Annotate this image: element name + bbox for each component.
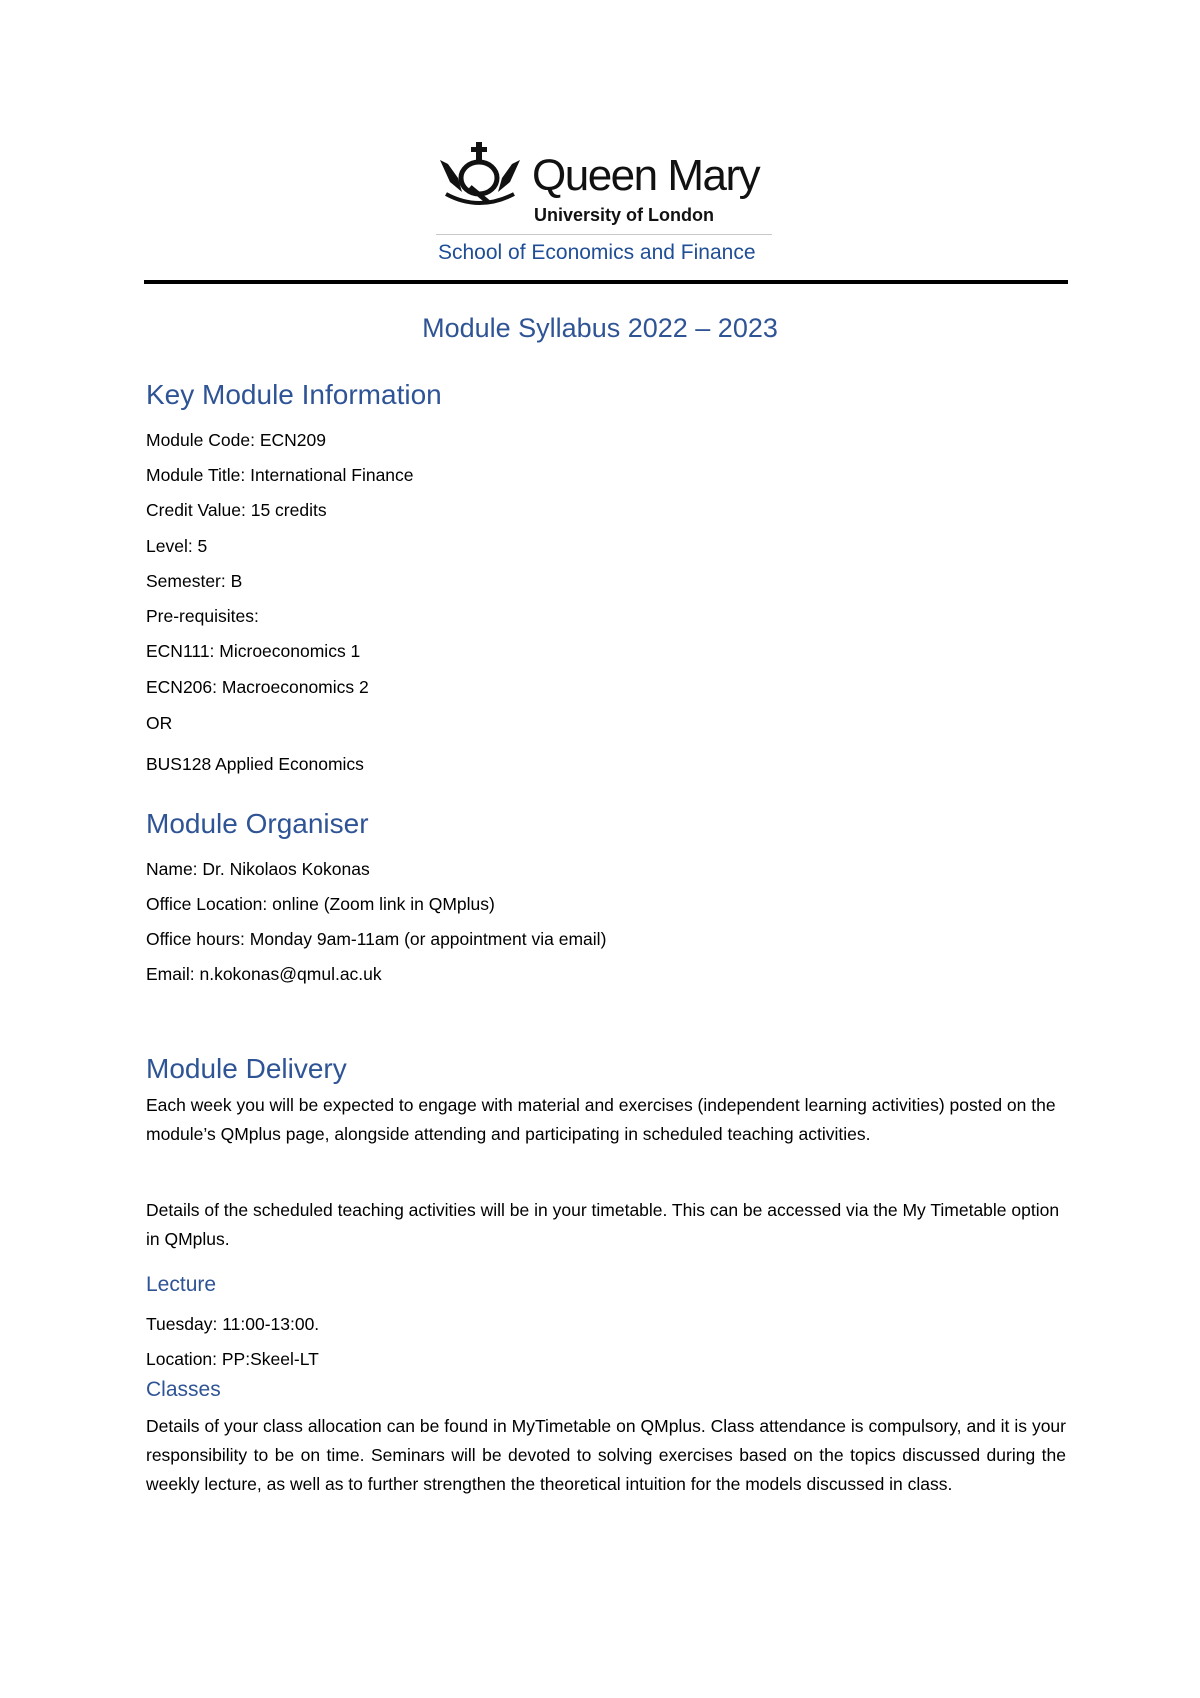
crest-icon [436, 142, 526, 212]
organiser-line: Office hours: Monday 9am-11am (or appointment via email) [146, 929, 607, 949]
key-info-line: BUS128 Applied Economics [146, 754, 364, 774]
school-name: School of Economics and Finance [438, 241, 756, 264]
lecture-line: Tuesday: 11:00-13:00. [146, 1314, 320, 1334]
delivery-paragraph-2: Details of the scheduled teaching activities will be in your timetable. This can be accessed via the My Timetable option in QMplus. [146, 1200, 1060, 1249]
header-rule [144, 280, 1068, 284]
logo-subtitle: University of London [534, 205, 714, 225]
lecture-heading: Lecture [146, 1273, 217, 1296]
key-info-line: Level: 5 [146, 536, 208, 556]
key-info-line: Module Code: ECN209 [146, 430, 326, 450]
key-info-heading: Key Module Information [146, 379, 442, 410]
organiser-line: Office Location: online (Zoom link in QMplus) [146, 894, 495, 914]
university-logo [436, 142, 772, 272]
key-info-line: Pre-requisites: [146, 606, 259, 626]
key-info-line: Module Title: International Finance [146, 465, 414, 485]
key-info-line: Semester: B [146, 571, 243, 591]
logo-divider [436, 234, 772, 235]
delivery-paragraph-1: Each week you will be expected to engage with material and exercises (independent learning activities) posted on the module’s QMplus page, alongside attending and participating in scheduled teaching activities. [146, 1095, 1056, 1144]
lecture-line: Location: PP:Skeel-LT [146, 1349, 319, 1369]
organiser-heading: Module Organiser [146, 808, 369, 839]
logo-name: Queen Mary [532, 151, 760, 200]
key-info-line: ECN206: Macroeconomics 2 [146, 677, 369, 697]
classes-paragraph: Details of your class allocation can be found in MyTimetable on QMplus. Class attendance is compulsory, and it is your responsibility to be on time. Seminars will be devoted to solving exercises based on the topics discussed during the weekly lecture, as well as to further strengthen the theoretical intuition for the models discussed in class. [146, 1416, 1066, 1494]
organiser-line: Name: Dr. Nikolaos Kokonas [146, 859, 370, 879]
key-info-line: OR [146, 713, 173, 733]
organiser-email: Email: n.kokonas@qmul.ac.uk [146, 964, 382, 984]
delivery-heading: Module Delivery [146, 1053, 347, 1084]
key-info-line: Credit Value: 15 credits [146, 500, 327, 520]
key-info-line: ECN111: Microeconomics 1 [146, 641, 361, 661]
document-title: Module Syllabus 2022 – 2023 [422, 313, 778, 343]
classes-heading: Classes [146, 1378, 221, 1401]
